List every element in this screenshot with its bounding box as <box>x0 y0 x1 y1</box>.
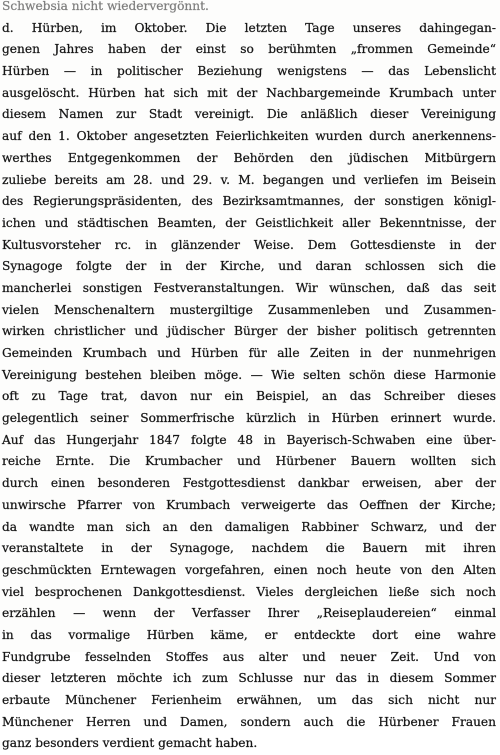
article-line: Auf das Hungerjahr 1847 folgte 48 in Bayerisch-Schwaben eine über- <box>2 432 496 447</box>
article-line: ichen und städtischen Beamten, der Geistlichkeit aller Bekenntnisse, der <box>2 215 496 230</box>
article-line: geschmückten Erntewagen vorgefahren, einen noch heute von den Alten <box>2 562 496 577</box>
article-line: da wandte man sich an den damaligen Rabbiner Schwarz, und der <box>2 519 496 534</box>
article-line: auf den 1. Oktober angesetzten Feierlichkeiten wurden durch anerkennens- <box>2 129 496 144</box>
article-line: Münchener Herren und Damen, sondern auch die Hürbener Frauen <box>2 714 496 729</box>
article-line: reiche Ernte. Die Krumbacher und Hürbener Bauern wollten sich <box>2 454 496 469</box>
article-line: des Regierungspräsidenten, des Bezirksamtmannes, der sonstigen königl- <box>2 194 496 209</box>
article-line: vielen Menschenaltern mustergiltige Zusammenleben und Zusammen- <box>2 302 496 317</box>
article-line: zuliebe bereits am 28. und 29. v. M. begangen und verliefen im Beisein <box>2 172 496 187</box>
article-line: Fundgrube fesselnden Stoffes aus alter und neuer Zeit. Und von <box>2 649 496 664</box>
article-line: wirken christlicher und jüdischer Bürger der bisher politisch getrennten <box>2 324 496 339</box>
article-line: oft zu Tage trat, davon nur ein Beispiel, an das Schreiber dieses <box>2 389 496 404</box>
article-line: werthes Entgegenkommen der Behörden den jüdischen Mitbürgern <box>2 150 496 165</box>
article-line: mancherlei sonstigen Festveranstaltungen. Wir wünschen, daß das seit <box>2 280 496 295</box>
article-line: gelegentlich seiner Sommerfrische kürzlich in Hürben erinnert wurde. <box>2 411 496 426</box>
article-line: dieser letzteren möchte ich zum Schlusse nur das in diesem Sommer <box>2 671 496 686</box>
article-line: d. Hürben, im Oktober. Die letzten Tage unseres dahingegan- <box>2 20 496 35</box>
article-line: ganz besonders verdient gemacht haben. <box>2 736 258 751</box>
article-line: veranstaltete in der Synagoge, nachdem die Bauern mit ihren <box>2 541 496 556</box>
article-line: ausgelöscht. Hürben hat sich mit der Nachbargemeinde Krumbach unter <box>2 85 496 100</box>
article-line: erzählen — wenn der Verfasser Ihrer „Reiseplaudereien“ einmal <box>2 606 496 621</box>
article-line: unwirsche Pfarrer von Krumbach verweigerte das Oeffnen der Kirche; <box>2 497 496 512</box>
article-line: Kultusvorsteher rc. in glänzender Weise. Dem Gottesdienste in der <box>2 237 496 252</box>
article-line: durch einen besonderen Festgottesdienst dankbar erweisen, aber der <box>2 476 496 491</box>
article-line: Vereinigung bestehen bleiben möge. — Wie selten schön diese Harmonie <box>2 367 496 382</box>
article-line: diesem Namen zur Stadt vereinigt. Die anläßlich dieser Vereinigung <box>2 107 496 122</box>
article-line: erbaute Münchener Ferienheim erwähnen, um das sich nicht nur <box>2 693 496 707</box>
article-line: in das vormalige Hürben käme, er entdeckte dort eine wahre <box>2 627 496 642</box>
article-line: Synagoge folgte der in der Kirche, und daran schlossen sich die <box>2 259 496 274</box>
article-line: genen Jahres haben der einst so berühmten „frommen Gemeinde“ <box>2 42 496 57</box>
article-line: Schwebsia nicht wiedervergönnt. <box>2 0 209 13</box>
article-line: Gemeinden Krumbach und Hürben für alle Zeiten in der nunmehrigen <box>2 346 496 360</box>
article-text <box>2 0 496 755</box>
article-line: viel besprochenen Dankgottesdienst. Vieles dergleichen ließe sich noch <box>2 584 496 599</box>
article-line: Hürben — in politischer Beziehung wenigstens — das Lebenslicht <box>2 64 496 79</box>
